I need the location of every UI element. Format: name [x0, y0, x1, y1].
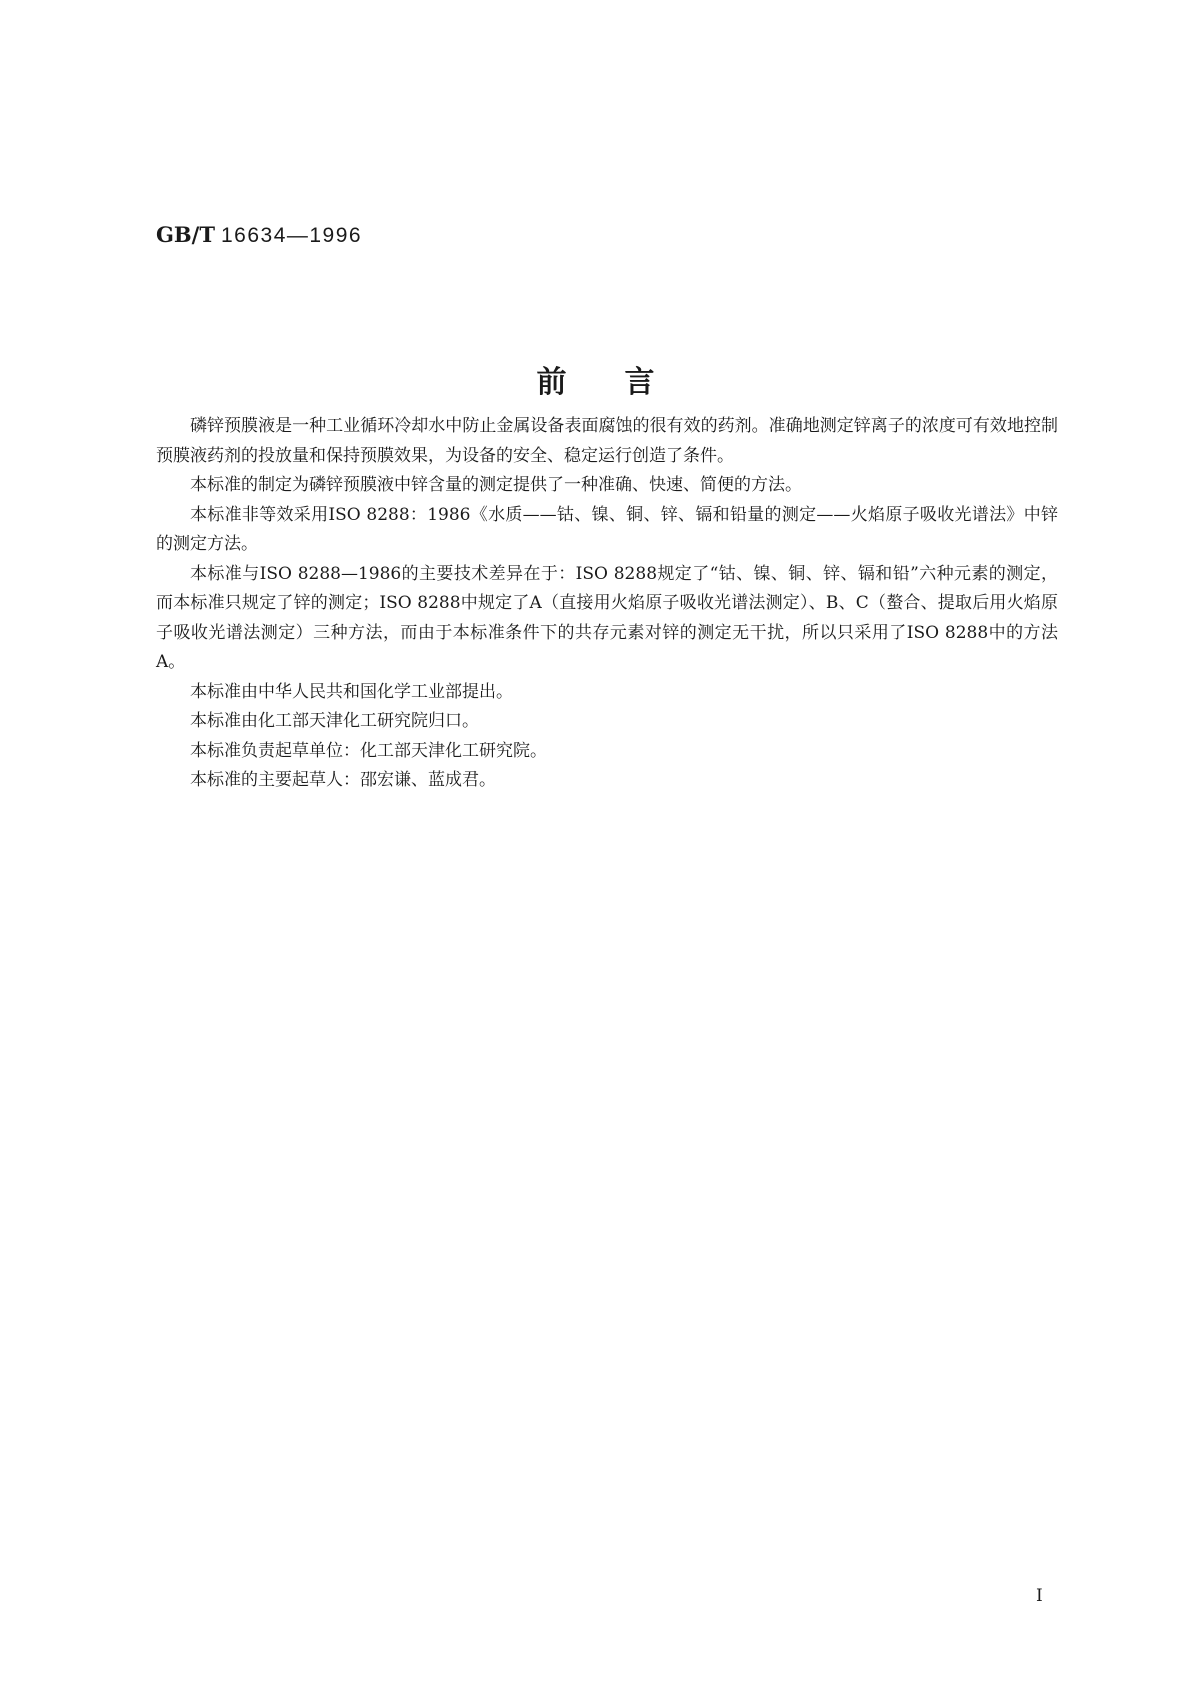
paragraph: 本标准非等效采用ISO 8288：1986《水质——钴、镍、铜、锌、镉和铅量的测定——火焰原子吸收光谱法》中锌的测定方法。	[156, 504, 1058, 554]
standard-number: 16634—1996	[220, 224, 363, 247]
paragraph: 本标准由化工部天津化工研究院归口。	[190, 711, 479, 731]
paragraph: 本标准负责起草单位：化工部天津化工研究院。	[190, 740, 547, 761]
paragraph: 磷锌预膜液是一种工业循环冷却水中防止金属设备表面腐蚀的很有效的药剂。准确地测定锌离子的浓度可有效地控制预膜液药剂的投放量和保持预膜效果，为设备的安全、稳定运行创造了条件。	[156, 416, 1058, 466]
standard-code	[156, 222, 362, 248]
page-title: 前言	[536, 365, 713, 401]
paragraph: 本标准由中华人民共和国化学工业部提出。	[190, 681, 513, 702]
foreword-body	[156, 412, 1058, 796]
paragraph: 本标准的主要起草人：邵宏谦、蓝成君。	[190, 770, 496, 790]
standard-prefix: GB/T	[156, 222, 215, 247]
paragraph: 本标准的制定为磷锌预膜液中锌含量的测定提供了一种准确、快速、简便的方法。	[190, 475, 802, 495]
page-number: I	[1036, 1586, 1043, 1606]
paragraph: 本标准与ISO 8288—1986的主要技术差异在于：ISO 8288规定了“钴、镍、铜、锌、镉和铅”六种元素的测定，而本标准只规定了锌的测定；ISO 8288中规定了A（直接用火焰原子吸收光谱法测定）、B、C（螯合、提取后用火焰原子吸收光谱法测定）三种方法，而由于本标准条件下的共存元素对锌的测定无干扰，所以只采用了ISO 8288中的方法A。	[156, 563, 1058, 672]
